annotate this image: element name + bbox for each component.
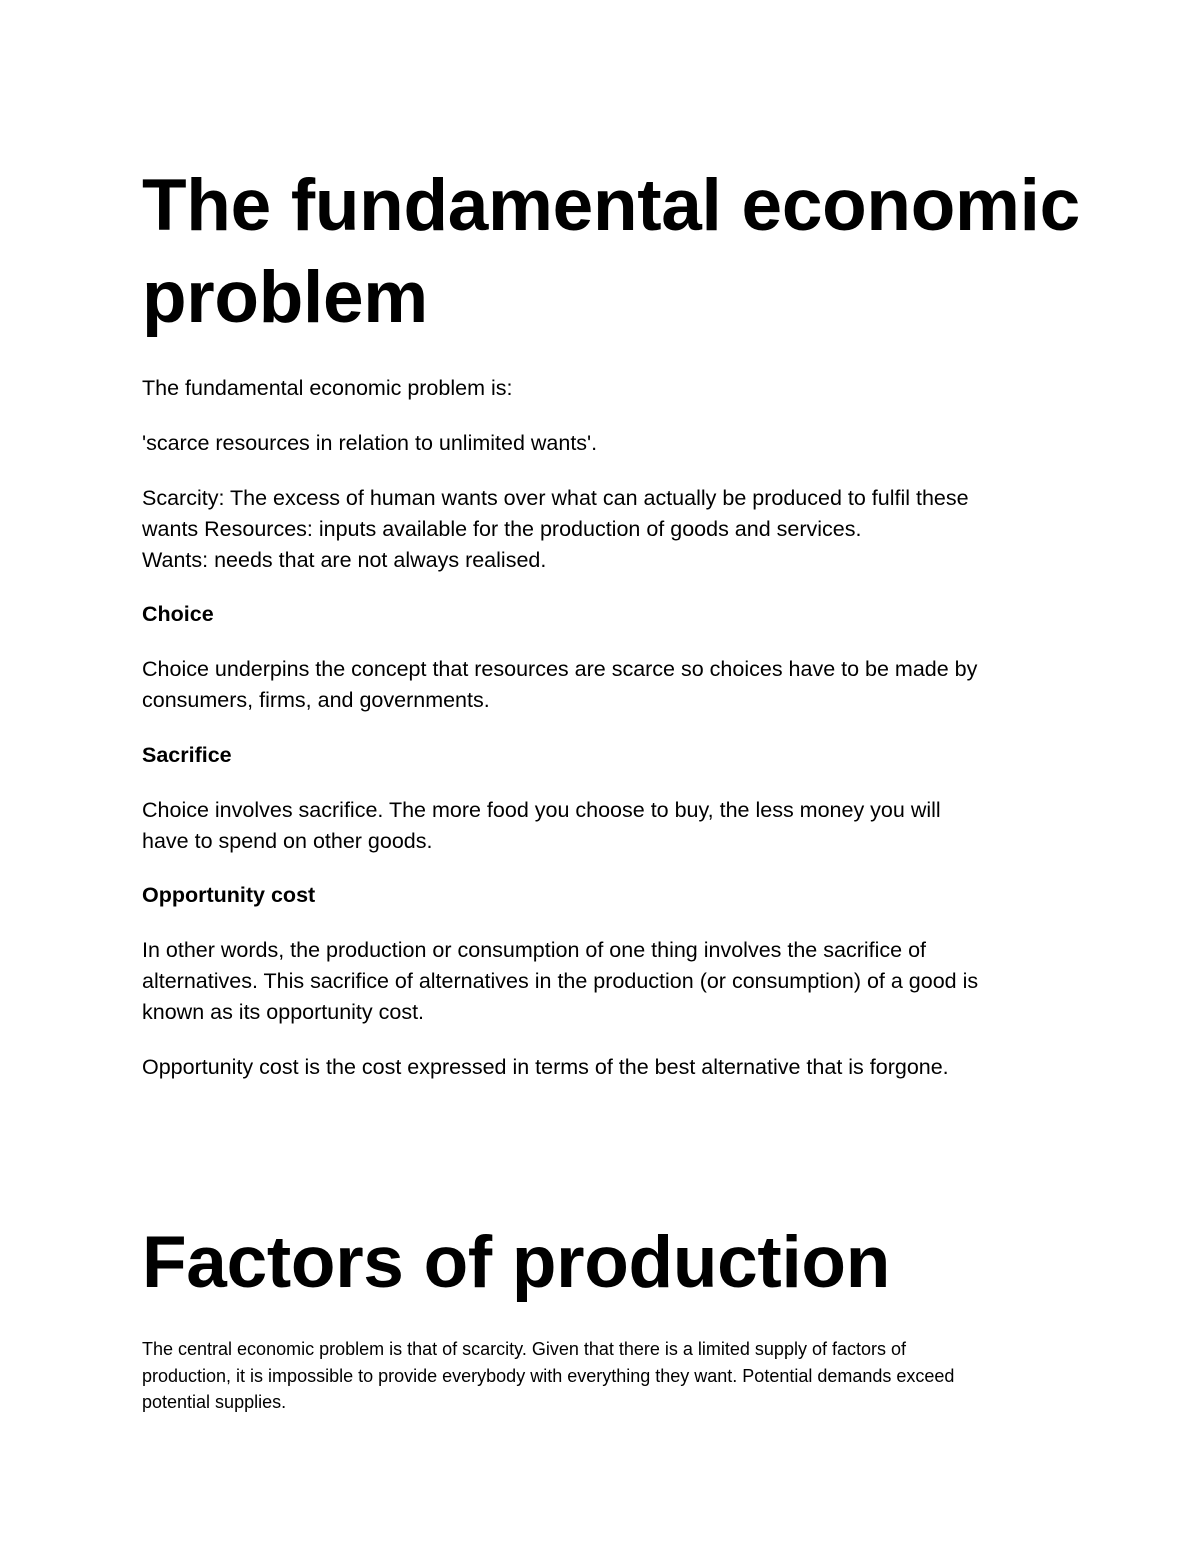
page-title-line-2: problem xyxy=(142,257,428,338)
sacrifice-heading: Sacrifice xyxy=(142,743,232,767)
definitions-paragraph xyxy=(142,483,969,576)
sacrifice-line-1: Choice involves sacrifice. The more food you choose to buy, the less money you will xyxy=(142,798,941,822)
definition-line-resources: wants Resources: inputs available for the production of goods and services. xyxy=(142,517,862,541)
opportunity-cost-paragraph xyxy=(142,935,978,1028)
opportunity-cost-heading: Opportunity cost xyxy=(142,883,316,907)
factors-paragraph xyxy=(142,1336,954,1416)
choice-line-2: consumers, firms, and governments. xyxy=(142,688,490,712)
definition-line-wants: Wants: needs that are not always realised. xyxy=(142,548,547,572)
factors-of-production-title: Factors of production xyxy=(142,1222,891,1303)
definition-line-scarcity: Scarcity: The excess of human wants over what can actually be produced to fulfil these xyxy=(142,486,969,510)
intro-paragraph: The fundamental economic problem is: xyxy=(142,376,513,400)
choice-paragraph xyxy=(142,654,977,716)
factors-line-2: production, it is impossible to provide everybody with everything they want. Potential demands exceed xyxy=(142,1365,955,1386)
sacrifice-line-2: have to spend on other goods. xyxy=(142,829,433,853)
opportunity-cost-line-2: alternatives. This sacrifice of alternatives in the production (or consumption) of a good is xyxy=(142,969,979,993)
quote-paragraph: 'scarce resources in relation to unlimited wants'. xyxy=(142,431,598,455)
opportunity-cost-definition: Opportunity cost is the cost expressed in terms of the best alternative that is forgone. xyxy=(142,1055,949,1079)
choice-heading: Choice xyxy=(142,602,214,626)
sacrifice-paragraph xyxy=(142,795,941,857)
factors-line-1: The central economic problem is that of scarcity. Given that there is a limited supply of factors of xyxy=(142,1339,906,1359)
choice-line-1: Choice underpins the concept that resources are scarce so choices have to be made by xyxy=(142,657,978,681)
opportunity-cost-line-1: In other words, the production or consumption of one thing involves the sacrifice of xyxy=(142,938,926,962)
page-title xyxy=(142,160,1080,344)
factors-line-3: potential supplies. xyxy=(142,1392,287,1412)
opportunity-cost-line-3: known as its opportunity cost. xyxy=(142,1000,425,1024)
page-title-line-1: The fundamental economic xyxy=(142,165,1080,246)
